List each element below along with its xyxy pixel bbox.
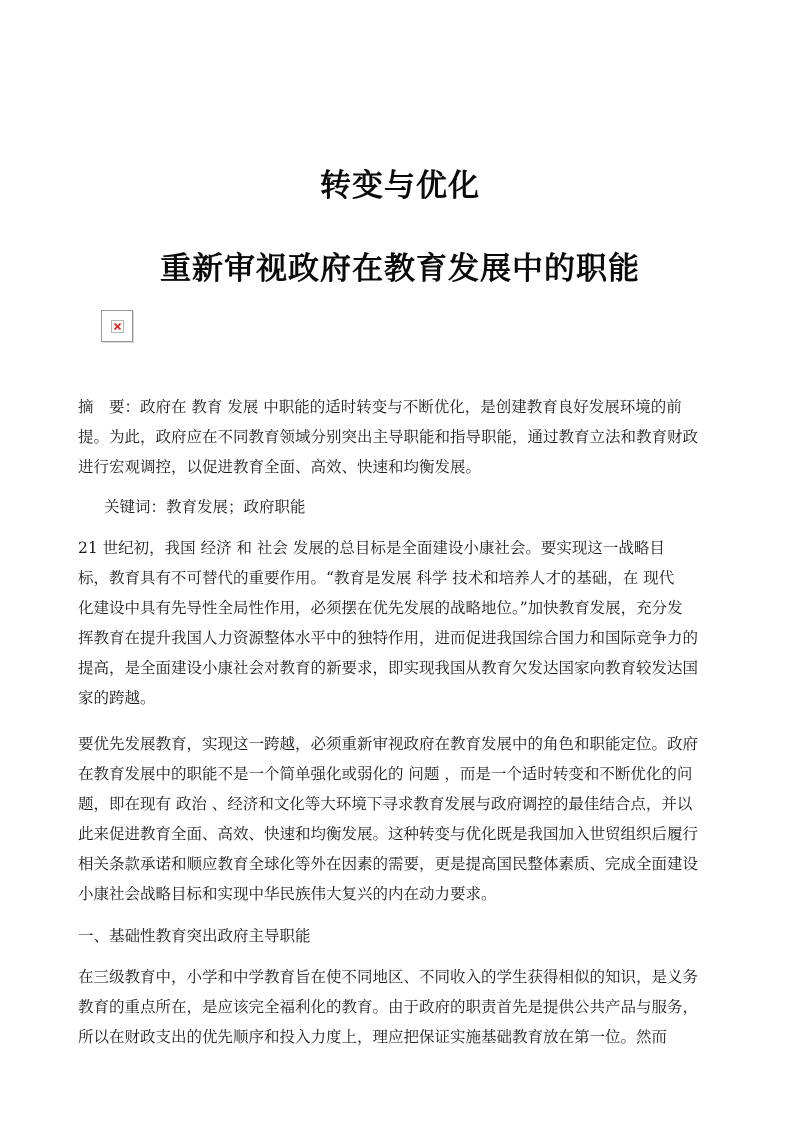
- abstract-line: 进行宏观调控，以促进教育全面、高效、快速和均衡发展。: [78, 458, 482, 476]
- paragraph-line: 标，教育具有不可替代的重要作用。“教育是发展 科学 技术和培养人才的基础，在 现代: [78, 569, 675, 587]
- broken-image-placeholder: [101, 310, 133, 342]
- paragraph-line: 挥教育在提升我国人力资源整体水平中的独特作用，进而促进我国综合国力和国际竞争力的: [78, 629, 699, 647]
- paragraph-line: 相关条款承诺和顺应教育全球化等外在因素的需要，更是提高国民整体素质、完成全面建设: [78, 855, 699, 873]
- paragraph-line: 在教育发展中的职能不是一个简单强化或弱化的 问题 ，而是一个适时转变和不断优化的问: [78, 765, 693, 783]
- document-subtitle: 重新审视政府在教育发展中的职能: [160, 251, 640, 287]
- paragraph-line: 提高，是全面建设小康社会对教育的新要求，即实现我国从教育欠发达国家向教育较发达国: [78, 659, 699, 677]
- paragraph-line: 21 世纪初，我国 经济 和 社会 发展的总目标是全面建设小康社会。要实现这一战略目: [78, 539, 665, 557]
- keywords: [104, 492, 750, 522]
- paragraph-line: 教育的重点所在，是应该完全福利化的教育。由于政府的职责首先是提供公共产品与服务，: [78, 998, 699, 1016]
- paragraph-2: [78, 729, 724, 909]
- broken-image-icon: [111, 320, 124, 333]
- paragraph-line: 所以在财政支出的优先顺序和投入力度上，理应把保证实施基础教育放在第一位。然而: [78, 1028, 668, 1046]
- abstract-line: 提。为此，政府应在不同教育领域分别突出主导职能和指导职能，通过教育立法和教育财政: [78, 428, 699, 446]
- paragraph-line: 要优先发展教育，实现这一跨越，必须重新审视政府在教育发展中的角色和职能定位。政府: [78, 735, 699, 753]
- document-title: 转变与优化: [320, 168, 480, 204]
- section-heading-text: 一、基础性教育突出政府主导职能: [78, 927, 311, 945]
- paragraph-line: 题，即在现有 政治 、经济和文化等大环境下寻求教育发展与政府调控的最佳结合点，并以: [78, 795, 693, 813]
- keywords-line: 关键词：教育发展；政府职能: [104, 498, 306, 516]
- abstract: [78, 392, 724, 482]
- paragraph-line: 此来促进教育全面、高效、快速和均衡发展。这种转变与优化既是我国加入世贸组织后履行: [78, 825, 699, 843]
- paragraph-3: [78, 962, 724, 1052]
- paragraph-line: 小康社会战略目标和实现中华民族伟大复兴的内在动力要求。: [78, 885, 497, 903]
- abstract-line: 摘 要：政府在 教育 发展 中职能的适时转变与不断优化，是创建教育良好发展环境的前: [78, 398, 682, 416]
- section-heading: [78, 921, 724, 951]
- paragraph-line: 家的跨越。: [78, 689, 156, 707]
- paragraph-1: [78, 533, 724, 713]
- paragraph-line: 化建设中具有先导性全局性作用，必须摆在优先发展的战略地位。”加快教育发展，充分发: [78, 599, 683, 617]
- paragraph-line: 在三级教育中，小学和中学教育旨在使不同地区、不同收入的学生获得相似的知识，是义务: [78, 968, 699, 986]
